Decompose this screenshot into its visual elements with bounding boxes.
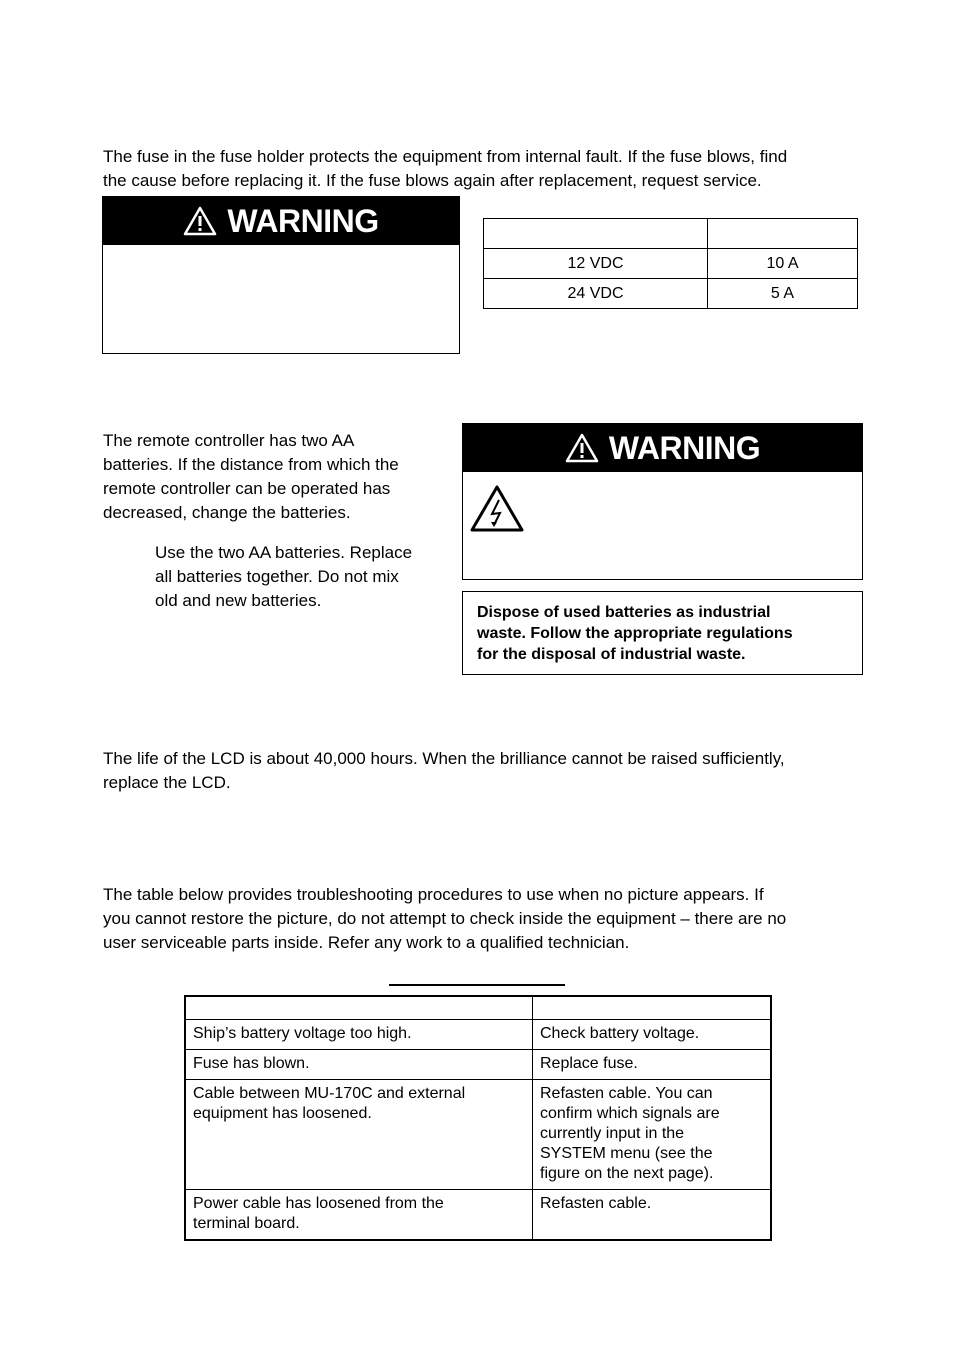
fuse-warning-header: [103, 197, 459, 245]
battery-disposal-notice: Dispose of used batteries as industrial waste. Follow the appropriate regulations for the disposal of industrial waste.: [462, 591, 863, 675]
cause-cell: Power cable has loosened from the terminal board.: [185, 1190, 533, 1241]
warning-triangle-icon: [565, 433, 599, 463]
table-row: [185, 1050, 771, 1080]
battery-warning-title: WARNING: [608, 430, 761, 466]
lcd-paragraph: The life of the LCD is about 40,000 hours. When the brilliance cannot be raised sufficiently, replace the LCD.: [103, 749, 785, 792]
fuse-table-header-cell: [708, 219, 858, 249]
fuse-table-header-row: [484, 219, 858, 249]
remedy-cell: Refasten cable.: [533, 1190, 772, 1241]
battery-warning-header: [463, 424, 862, 472]
fuse-warning-title: WARNING: [227, 203, 379, 239]
fuse-table-header-cell: [484, 219, 708, 249]
battery-paragraph: The remote controller has two AA batteries. If the distance from which the remote controller can be operated has decreased, change the batteries.: [103, 431, 399, 522]
warning-triangle-icon: [183, 206, 217, 236]
troubleshooting-paragraph: The table below provides troubleshooting procedures to use when no picture appears. If you cannot restore the picture, do not attempt to check inside the equipment – there are no user serviceable parts inside. Refer any work to a qualified technician.: [103, 885, 787, 952]
electric-shock-hazard-icon: [469, 484, 525, 534]
fuse-table-row: [484, 279, 858, 309]
remedy-cell: Refasten cable. You can confirm which signals are currently input in the SYSTEM menu (see the figure on the next page).: [533, 1080, 772, 1190]
fuse-rating-table: [483, 218, 858, 309]
remedy-cell: Check battery voltage.: [533, 1020, 772, 1050]
table-row: [185, 1190, 771, 1241]
cause-cell: Ship’s battery voltage too high.: [185, 1020, 533, 1050]
troubleshooting-header-cell: [185, 996, 533, 1020]
troubleshooting-header-row: [185, 996, 771, 1020]
fuse-table-row: [484, 249, 858, 279]
cause-cell: Cable between MU-170C and external equipment has loosened.: [185, 1080, 533, 1190]
fuse-rating-cell: 5 A: [708, 279, 858, 309]
table-row: [185, 1020, 771, 1050]
remedy-cell: Replace fuse.: [533, 1050, 772, 1080]
table-row: [185, 1080, 771, 1190]
troubleshooting-header-cell: [533, 996, 772, 1020]
battery-warning-box: [462, 423, 863, 580]
cause-cell: Fuse has blown.: [185, 1050, 533, 1080]
fuse-voltage-cell: 24 VDC: [484, 279, 708, 309]
battery-note: Use the two AA batteries. Replace all batteries together. Do not mix old and new batteries.: [155, 543, 413, 610]
fuse-paragraph: The fuse in the fuse holder protects the equipment from internal fault. If the fuse blows, find the cause before replacing it. If the fuse blows again after replacement, request service.: [103, 147, 788, 190]
fuse-voltage-cell: 12 VDC: [484, 249, 708, 279]
fuse-rating-cell: 10 A: [708, 249, 858, 279]
troubleshooting-table: [184, 995, 772, 1241]
table-title-underline: [389, 984, 565, 986]
fuse-warning-box: [102, 196, 460, 354]
